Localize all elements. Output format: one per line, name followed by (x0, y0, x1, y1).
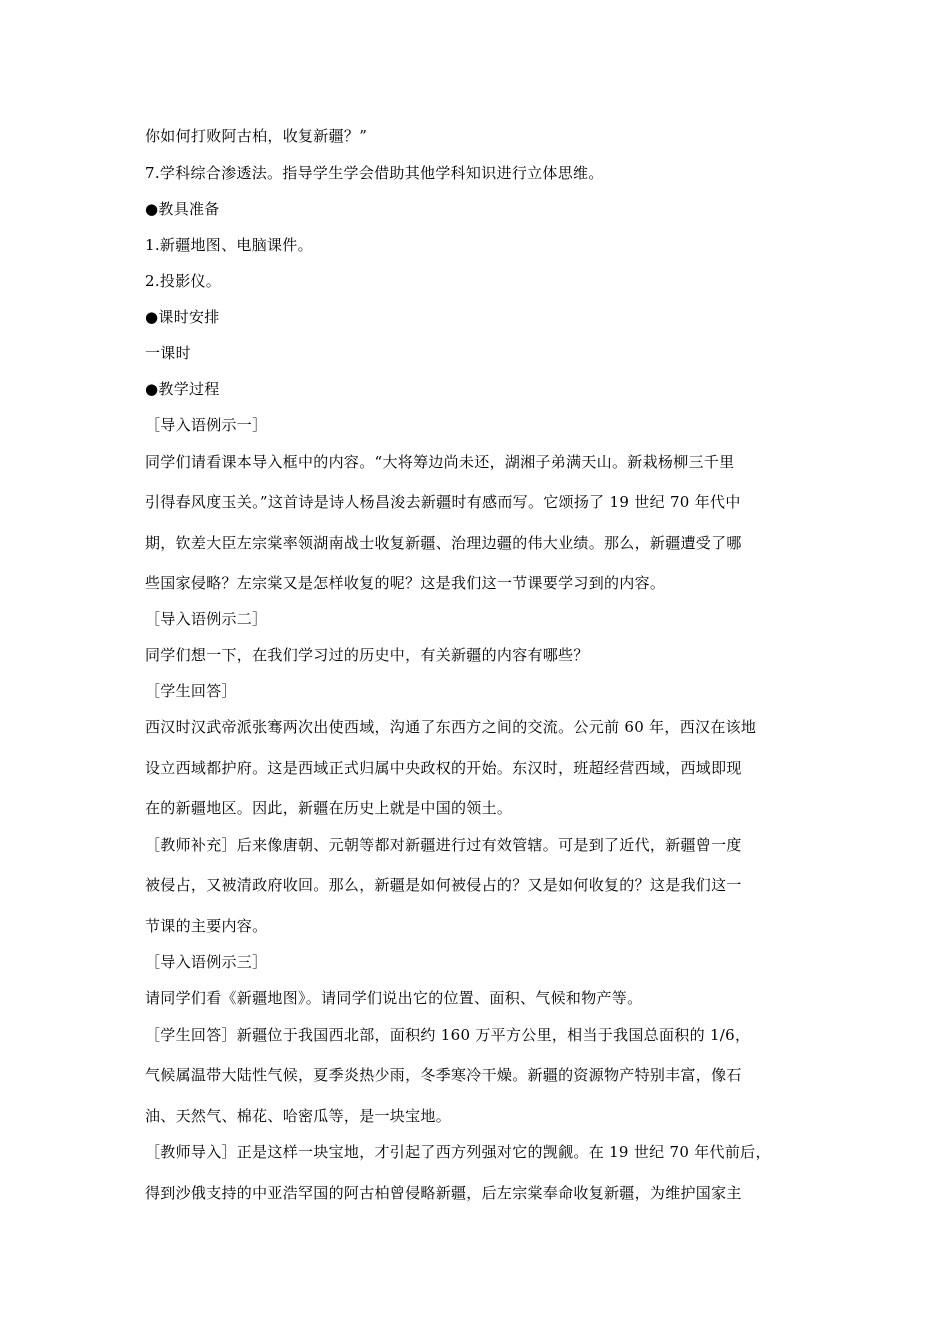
text-line: 气候属温带大陆性气候，夏季炎热少雨，冬季寒冷干燥。新疆的资源物产特别丰富，像石 (145, 1066, 742, 1084)
text-line: 引得春风度玉关。”这首诗是诗人杨昌浚去新疆时有感而写。它颂扬了 19 世纪 70 年代中 (145, 493, 741, 511)
text-line: 7.学科综合渗透法。指导学生学会借助其他学科知识进行立体思维。 (145, 164, 604, 182)
text-line: 设立西域都护府。这是西域正式归属中央政权的开始。东汉时，班超经营西域，西域即现 (145, 759, 742, 777)
text-line: 节课的主要内容。 (145, 917, 268, 935)
text-line: 油、天然气、棉花、哈密瓜等，是一块宝地。 (145, 1107, 452, 1125)
text-line: 西汉时汉武帝派张骞两次出使西域，沟通了东西方之间的交流。公元前 60 年，西汉在该地 (145, 718, 757, 736)
text-line: ［教师补充］后来像唐朝、元朝等都对新疆进行过有效管辖。可是到了近代，新疆曾一度 (145, 836, 742, 854)
text-line: 2.投影仪。 (145, 272, 222, 290)
text-line: 在的新疆地区。因此，新疆在历史上就是中国的领土。 (145, 799, 513, 817)
section-heading: ●教学过程 (145, 380, 220, 398)
text-line: 同学们想一下，在我们学习过的历史中，有关新疆的内容有哪些？ (145, 646, 589, 664)
subsection-heading: ［导入语例示三］ (145, 953, 268, 971)
text-line: ［教师导入］正是这样一块宝地，才引起了西方列强对它的觊觎。在 19 世纪 70 年代前后， (145, 1143, 771, 1161)
text-line: 被侵占，又被清政府收回。那么，新疆是如何被侵占的？又是如何收复的？这是我们这一 (145, 876, 742, 894)
text-line: 些国家侵略？左宗棠又是怎样收复的呢？这是我们这一节课要学习到的内容。 (145, 574, 666, 592)
text-line: 期，钦差大臣左宗棠率领湖南战士收复新疆、治理边疆的伟大业绩。那么，新疆遭受了哪 (145, 534, 742, 552)
text-line: 一课时 (145, 344, 191, 362)
section-heading: ●教具准备 (145, 200, 220, 218)
subsection-heading: ［学生回答］ (145, 682, 237, 700)
text-line: 得到沙俄支持的中亚浩罕国的阿古柏曾侵略新疆，后左宗棠奉命收复新疆，为维护国家主 (145, 1184, 742, 1202)
text-line: 同学们请看课本导入框中的内容。“大将筹边尚未还，湖湘子弟满天山。新栽杨柳三千里 (145, 453, 735, 471)
text-line: 你如何打败阿古柏，收复新疆？” (145, 127, 368, 145)
section-heading: ●课时安排 (145, 308, 220, 326)
text-line: 1.新疆地图、电脑课件。 (145, 236, 313, 254)
text-line: ［学生回答］新疆位于我国西北部，面积约 160 万平方公里，相当于我国总面积的 1/6， (145, 1026, 751, 1044)
text-line: 请同学们看《新疆地图》。请同学们说出它的位置、面积、气候和物产等。 (145, 989, 643, 1007)
subsection-heading: ［导入语例示二］ (145, 610, 268, 628)
subsection-heading: ［导入语例示一］ (145, 416, 268, 434)
